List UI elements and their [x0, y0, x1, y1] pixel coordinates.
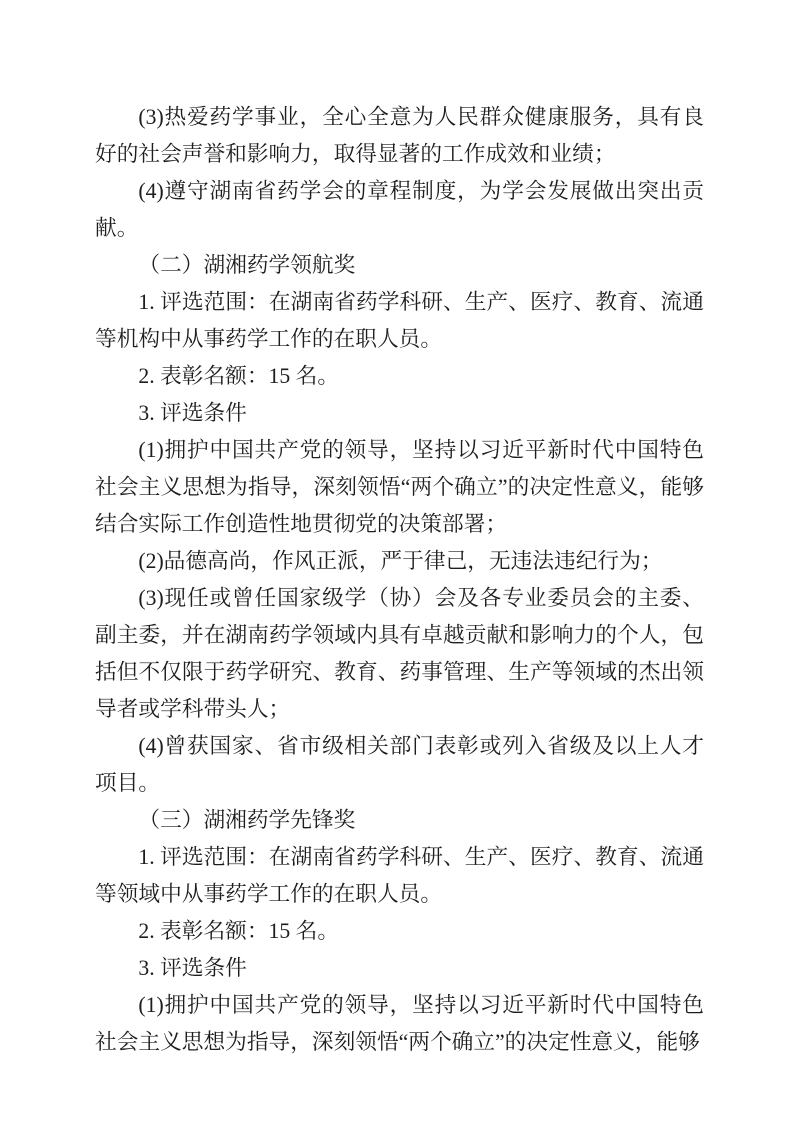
paragraph-criteria-abide-charter: (4)遵守湖南省药学会的章程制度，为学会发展做出突出贡献。 [95, 179, 704, 240]
paragraph-criteria-love-career: (3)热爱药学事业，全心全意为人民群众健康服务，具有良好的社会声誉和影响力，取得显著的工作成效和业绩； [95, 105, 704, 166]
paragraph-linghang-criteria-2: (2)品德高尚，作风正派，严于律己，无违法违纪行为； [138, 549, 663, 573]
paragraph-linghang-criteria-4: (4)曾获国家、省市级相关部门表彰或列入省级及以上人才项目。 [95, 734, 704, 795]
paragraph-linghang-criteria-3: (3)现任或曾任国家级学（协）会及各专业委员会的主委、副主委，并在湖南药学领域内具有卓越贡献和影响力的个人，包括但不仅限于药学研究、教育、药事管理、生产等领域的杰出领导者或学科带头人； [95, 586, 704, 721]
paragraph-linghang-scope: 1. 评选范围：在湖南省药学科研、生产、医疗、教育、流通等机构中从事药学工作的在职人员。 [95, 290, 704, 351]
paragraph-linghang-quota: 2. 表彰名额：15 名。 [138, 364, 340, 388]
heading-linghang-award: （二）湖湘药学领航奖 [138, 253, 356, 277]
paragraph-xianfeng-scope: 1. 评选范围：在湖南省药学科研、生产、医疗、教育、流通等领域中从事药学工作的在职人员。 [95, 845, 704, 906]
paragraph-xianfeng-quota: 2. 表彰名额：15 名。 [138, 919, 340, 943]
heading-xianfeng-award: （三）湖湘药学先锋奖 [138, 808, 356, 832]
document-body [95, 99, 704, 1061]
paragraph-linghang-criteria-1: (1)拥护中国共产党的领导，坚持以习近平新时代中国特色社会主义思想为指导，深刻领悟“两个确立”的决定性意义，能够结合实际工作创造性地贯彻党的决策部署； [95, 438, 704, 536]
paragraph-xianfeng-criteria-1: (1)拥护中国共产党的领导，坚持以习近平新时代中国特色社会主义思想为指导，深刻领悟“两个确立”的决定性意义，能够 [95, 993, 704, 1054]
paragraph-linghang-criteria-title: 3. 评选条件 [138, 401, 247, 425]
paragraph-xianfeng-criteria-title: 3. 评选条件 [138, 956, 247, 980]
